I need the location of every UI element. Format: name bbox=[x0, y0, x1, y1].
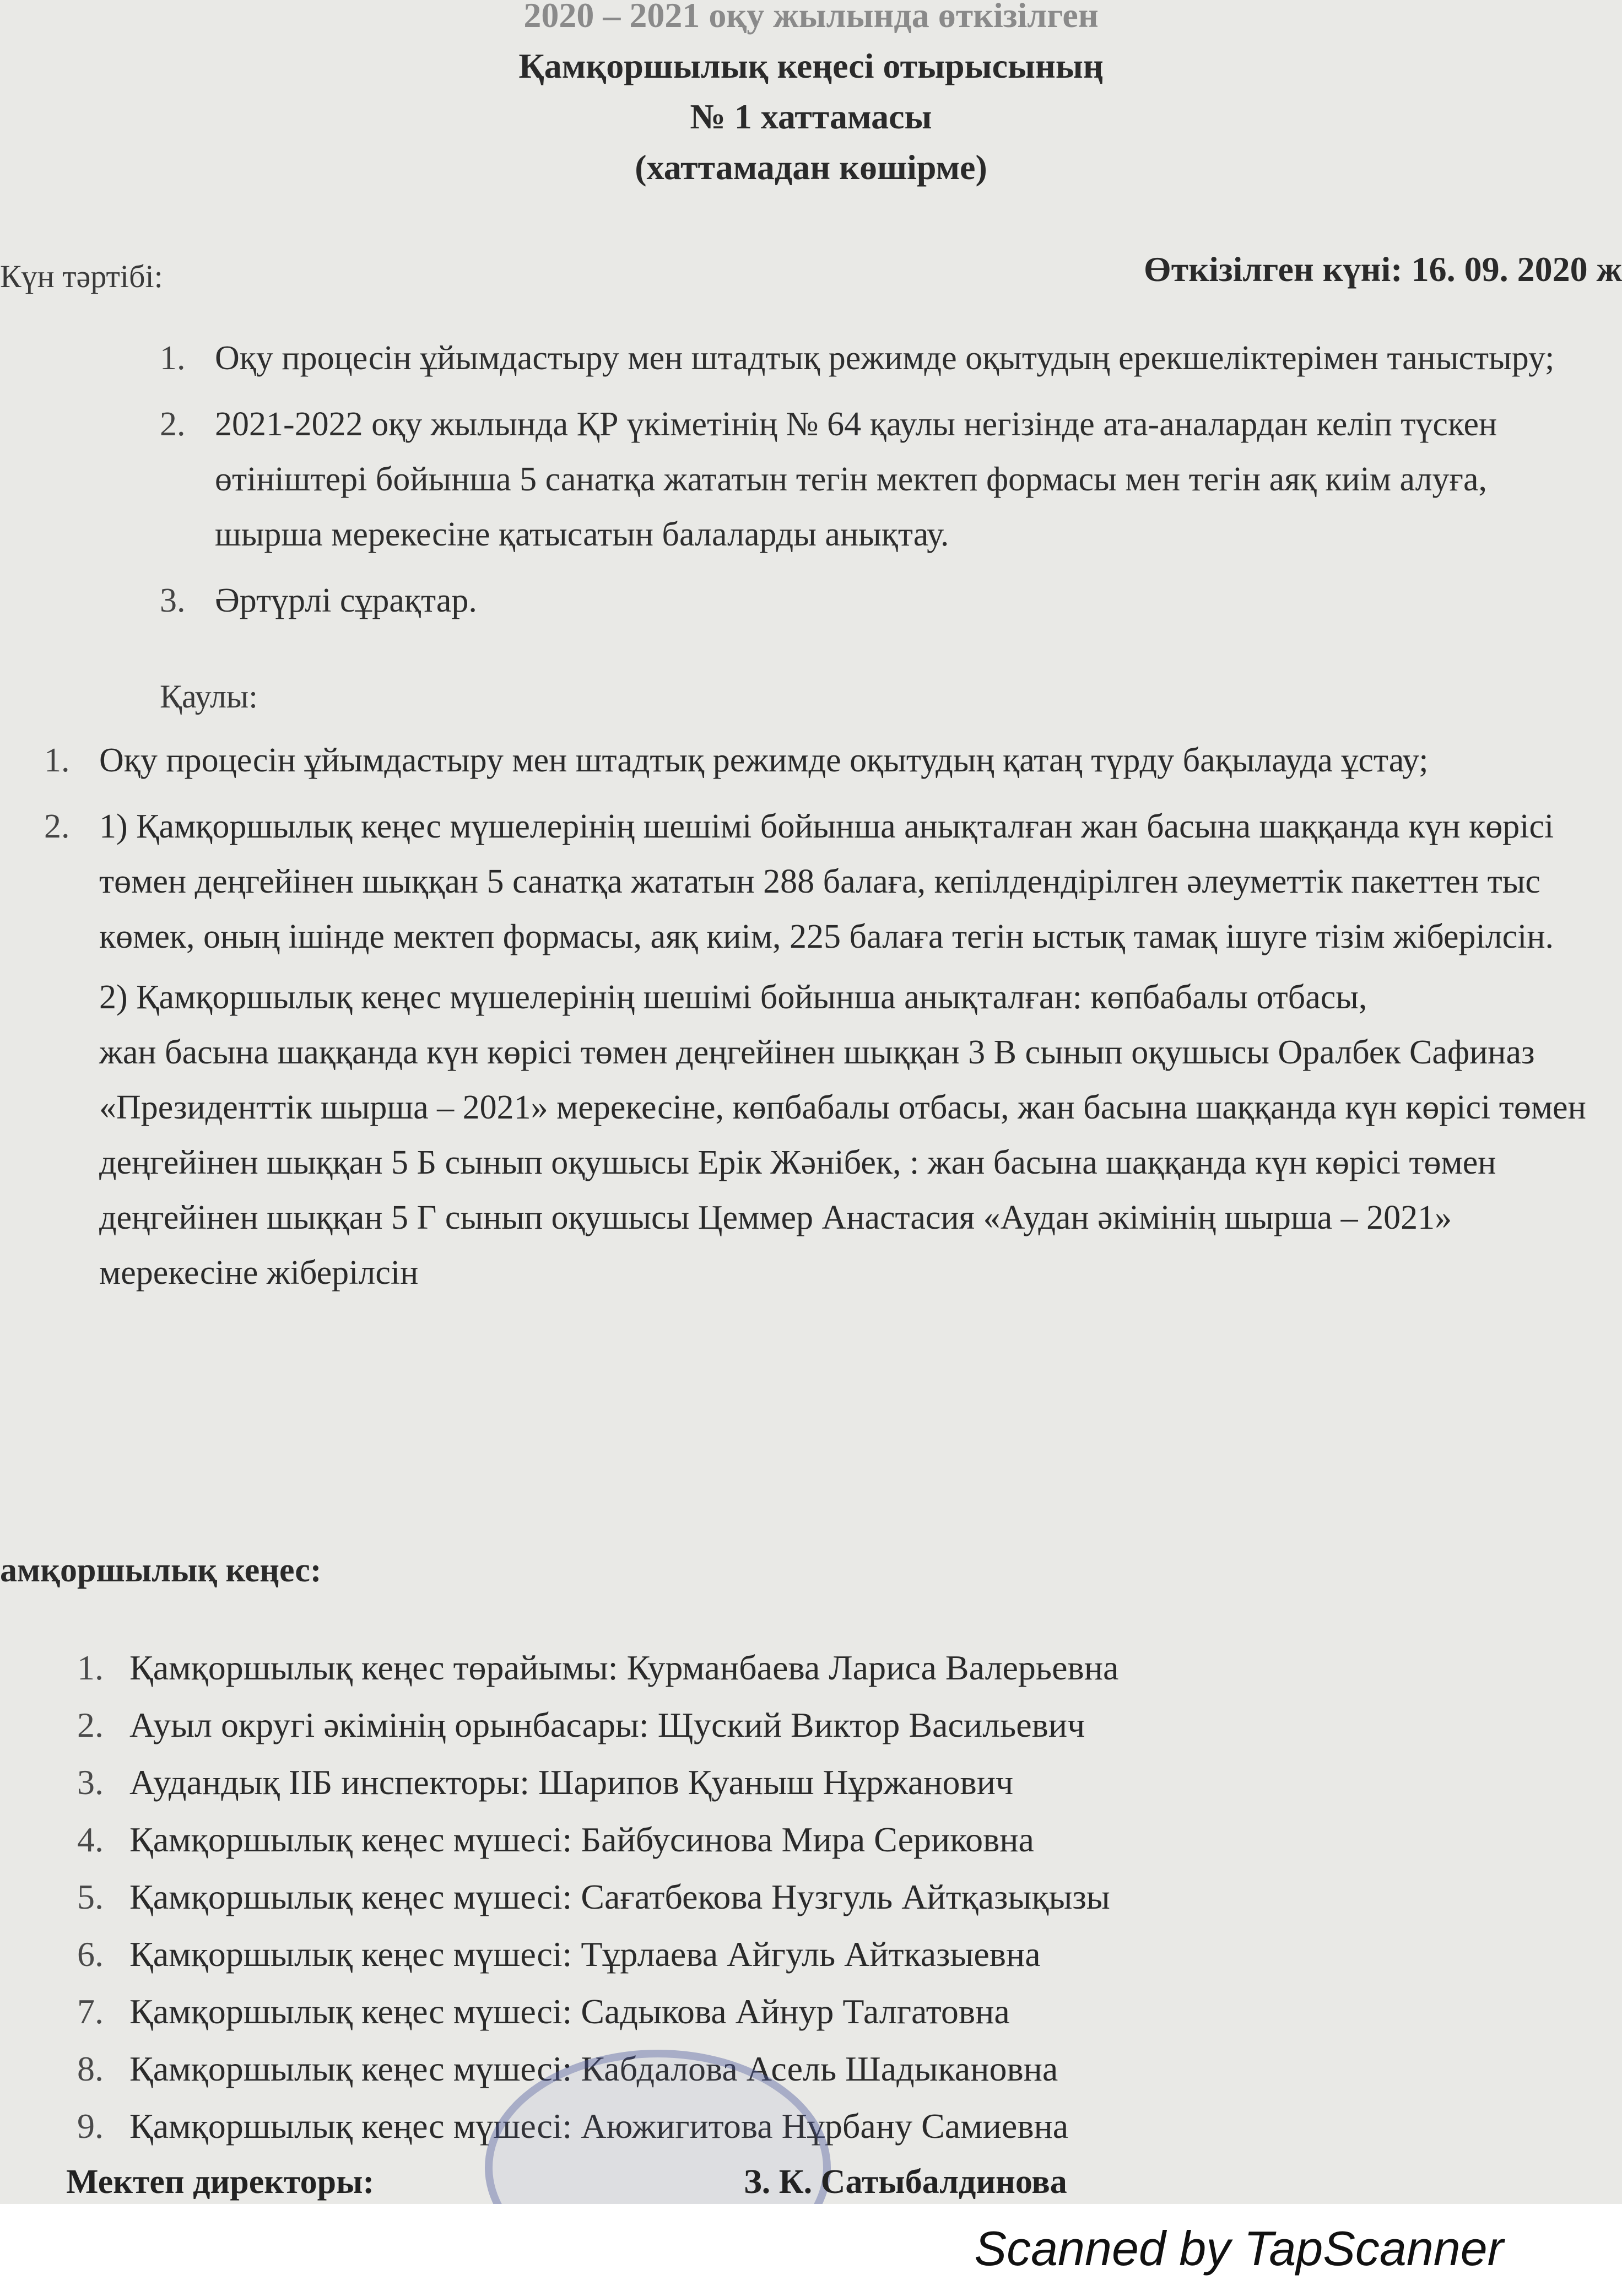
board-member-number: 1. bbox=[77, 1648, 104, 1687]
board-member bbox=[77, 1754, 1565, 1811]
board-member bbox=[77, 1639, 1565, 1697]
board-member bbox=[77, 1983, 1565, 2040]
director-name: З. К. Сатыбалдинова bbox=[744, 2163, 1067, 2201]
board-member-number: 7. bbox=[77, 1992, 104, 2031]
decision-subitem-1: 1) Қамқоршылық кеңес мүшелерінің шешімі бойынша анықталған жан басына шаққанда күн көрісі төмен деңгейінен шыққан 5 санатқа жататын 288 балаға, кепілдендірілген әлеуметтік пакеттен тыс көмек, оның ішінде мектеп формасы, аяқ киім, 225 балаға тегін ыстық тамақ ішуге тізім жіберілсін. bbox=[99, 808, 1554, 955]
board-member-text: Қамқоршылық кеңес мүшесі: Садыкова Айнур Талгатовна bbox=[129, 1992, 1010, 2031]
decision-item-number: 2. bbox=[44, 808, 70, 845]
decision-list bbox=[44, 733, 1603, 1311]
board-member-number: 3. bbox=[77, 1763, 104, 1802]
agenda-item-text: Әртүрлі сұрақтар. bbox=[215, 582, 477, 619]
decision-item bbox=[44, 799, 1603, 1300]
agenda-item-number: 3. bbox=[160, 582, 186, 619]
director-signature-row bbox=[66, 2163, 1609, 2202]
board-member bbox=[77, 1926, 1565, 1983]
board-member-number: 5. bbox=[77, 1877, 104, 1916]
board-member-text: Қамқоршылық кеңес мүшесі: Аюжигитова Нұрбану Самиевна bbox=[129, 2106, 1069, 2146]
agenda-item bbox=[160, 573, 1603, 628]
header-title-line1: Қамқоршылық кеңесі отырысының bbox=[518, 46, 1104, 85]
agenda-item bbox=[160, 397, 1603, 562]
board-member bbox=[77, 2040, 1565, 2098]
agenda-label: Күн тәртібі: bbox=[0, 258, 163, 294]
agenda-item-text: 2021-2022 оқу жылында ҚР үкіметінің № 64 қаулы негізінде ата-аналардан келіп түскен өтініштері бойынша 5 санатқа жататын тегін мектеп формасы мен тегін аяқ киім алуға, шырша мерекесіне қатысатын балаларды анықтау. bbox=[215, 406, 1497, 553]
board-member bbox=[77, 1811, 1565, 1868]
board-member-text: Қамқоршылық кеңес мүшесі: Тұрлаева Айгуль Айтказыевна bbox=[129, 1935, 1041, 1974]
board-member-text: Қамқоршылық кеңес мүшесі: Байбусинова Мира Сериковна bbox=[129, 1820, 1034, 1859]
board-member-text: Қамқоршылық кеңес төрайымы: Курманбаева Лариса Валерьевна bbox=[129, 1648, 1119, 1687]
board-members-list bbox=[77, 1639, 1565, 2155]
agenda-item bbox=[160, 331, 1603, 386]
board-member-text: Қамқоршылық кеңес мүшесі: Сағатбекова Нузгуль Айтқазықызы bbox=[129, 1877, 1110, 1916]
decision-subitem-2-continued: жан басына шаққанда күн көрісі төмен деңгейінен шыққан 3 В сынып оқушысы Оралбек Сафиназ «Президенттік шырша – 2021» мерекесіне, көпбабалы отбасы, жан басына шаққанда күн көрісі төмен деңгейінен шыққан 5 Б сынып оқушысы Ерік Жәнібек, : жан басына шаққанда күн көрісі төмен деңгейінен шыққан 5 Г сынып оқушысы Цеммер Анастасия «Аудан әкімінің шырша – 2021» мерекесіне жіберілсін bbox=[99, 1034, 1586, 1292]
meeting-date: Өткізілген күні: 16. 09. 2020 ж bbox=[1143, 250, 1622, 289]
director-label: Мектеп директоры: bbox=[66, 2163, 375, 2201]
decision-label: Қаулы: bbox=[160, 678, 258, 715]
decision-item bbox=[44, 733, 1603, 788]
header-title-line2: № 1 хаттамасы bbox=[690, 97, 932, 136]
board-member-number: 9. bbox=[77, 2106, 104, 2146]
agenda-item-text: Оқу процесін ұйымдастыру мен штадтық режимде оқытудың ерекшеліктерімен таныстыру; bbox=[215, 339, 1555, 377]
board-member-number: 4. bbox=[77, 1820, 104, 1859]
board-member-number: 6. bbox=[77, 1935, 104, 1974]
document-header bbox=[0, 0, 1622, 193]
agenda-list bbox=[160, 331, 1603, 639]
board-member bbox=[77, 1868, 1565, 1926]
board-member bbox=[77, 1697, 1565, 1754]
board-member-number: 2. bbox=[77, 1705, 104, 1744]
decision-item-text: Оқу процесін ұйымдастыру мен штадтық режимде оқытудың қатаң түрду бақылауда ұстау; bbox=[99, 742, 1429, 779]
agenda-item-number: 2. bbox=[160, 406, 186, 443]
header-title-line3: (хаттамадан көшірме) bbox=[635, 148, 987, 187]
board-member-number: 8. bbox=[77, 2049, 104, 2088]
decision-subitem-2: 2) Қамқоршылық кеңес мүшелерінің шешімі бойынша анықталған: көпбабалы отбасы, bbox=[99, 979, 1367, 1016]
header-cut-line: 2020 – 2021 оқу жылында өткізілген bbox=[523, 0, 1099, 35]
board-label: амқоршылық кеңес: bbox=[0, 1552, 322, 1589]
scanner-watermark: Scanned by TapScanner bbox=[974, 2221, 1504, 2276]
decision-item-number: 1. bbox=[44, 742, 70, 779]
agenda-item-number: 1. bbox=[160, 339, 186, 377]
board-member-text: Ауыл округі әкімінің орынбасары: Щуский Виктор Васильевич bbox=[129, 1705, 1085, 1744]
board-member-text: Қамқоршылық кеңес мүшесі: Кабдалова Асель Шадыкановна bbox=[129, 2049, 1058, 2088]
board-member-text: Аудандық ІІБ инспекторы: Шарипов Қуаныш Нұржанович bbox=[129, 1763, 1014, 1802]
